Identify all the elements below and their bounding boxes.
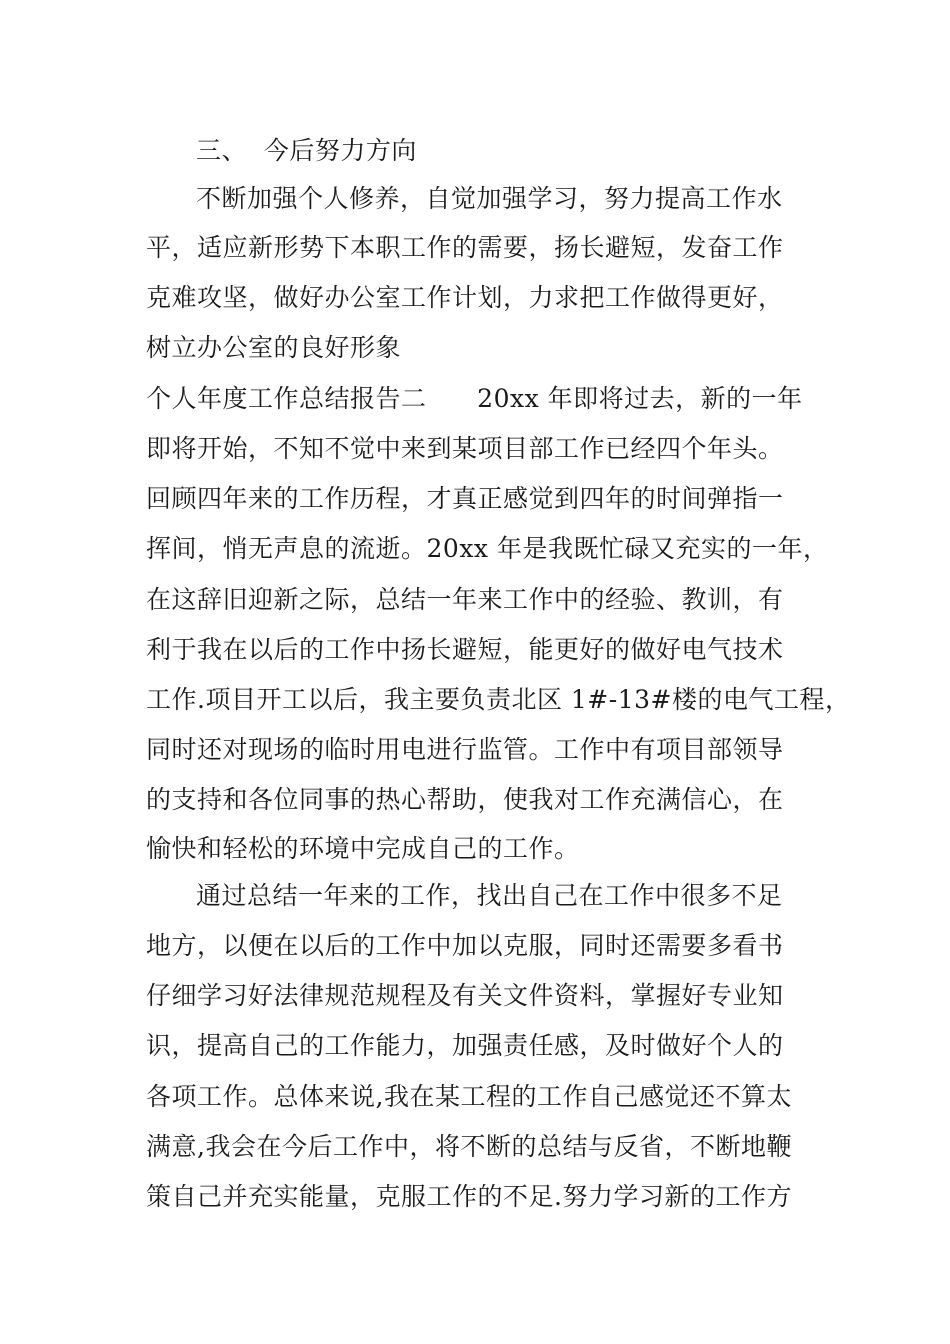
paragraph-line: 同时还对现场的临时用电进行监管。工作中有项目部领导	[146, 735, 784, 764]
paragraph-line: 地方，以便在以后的工作中加以克服，同时还需要多看书	[146, 931, 784, 960]
paragraph-line: 回顾四年来的工作历程，才真正感觉到四年的时间弹指一	[146, 484, 784, 513]
section-heading: 三、 今后努力方向	[196, 136, 417, 165]
paragraph-line: 满意,我会在今后工作中，将不断的总结与反省，不断地鞭	[146, 1132, 792, 1161]
paragraph-line: 平，适应新形势下本职工作的需要，扬长避短，发奋工作	[146, 233, 784, 262]
paragraph-line: 在这辞旧迎新之际，总结一年来工作中的经验、教训，有	[146, 585, 784, 614]
paragraph-line: 策自己并充实能量，克服工作的不足.努力学习新的工作方	[146, 1182, 792, 1211]
paragraph-line: 挥间，悄无声息的流逝。20xx 年是我既忙碌又充实的一年，	[146, 534, 829, 563]
paragraph-line: 利于我在以后的工作中扬长避短，能更好的做好电气技术	[146, 635, 784, 664]
paragraph-line: 树立办公室的良好形象	[146, 333, 402, 362]
paragraph-line: 识，提高自己的工作能力，加强责任感，及时做好个人的	[146, 1031, 784, 1060]
paragraph-line: 通过总结一年来的工作，找出自己在工作中很多不足	[196, 881, 783, 910]
paragraph-line: 愉快和轻松的环境中完成自己的工作。	[146, 834, 580, 863]
paragraph-line: 即将开始，不知不觉中来到某项目部工作已经四个年头。	[146, 434, 784, 463]
paragraph-line: 工作.项目开工以后，我主要负责北区 1#-13#楼的电气工程，	[146, 685, 851, 714]
paragraph-line: 各项工作。总体来说,我在某工程的工作自己感觉还不算太	[146, 1082, 792, 1111]
paragraph-line: 克难攻坚，做好办公室工作计划，力求把工作做得更好，	[146, 283, 784, 312]
paragraph-line: 的支持和各位同事的热心帮助，使我对工作充满信心，在	[146, 785, 784, 814]
paragraph-line: 不断加强个人修养，自觉加强学习，努力提高工作水	[196, 184, 783, 213]
paragraph-line: 仔细学习好法律规范规程及有关文件资料，掌握好专业知	[146, 981, 784, 1010]
report-title-line: 个人年度工作总结报告二 20xx 年即将过去，新的一年	[146, 384, 803, 413]
